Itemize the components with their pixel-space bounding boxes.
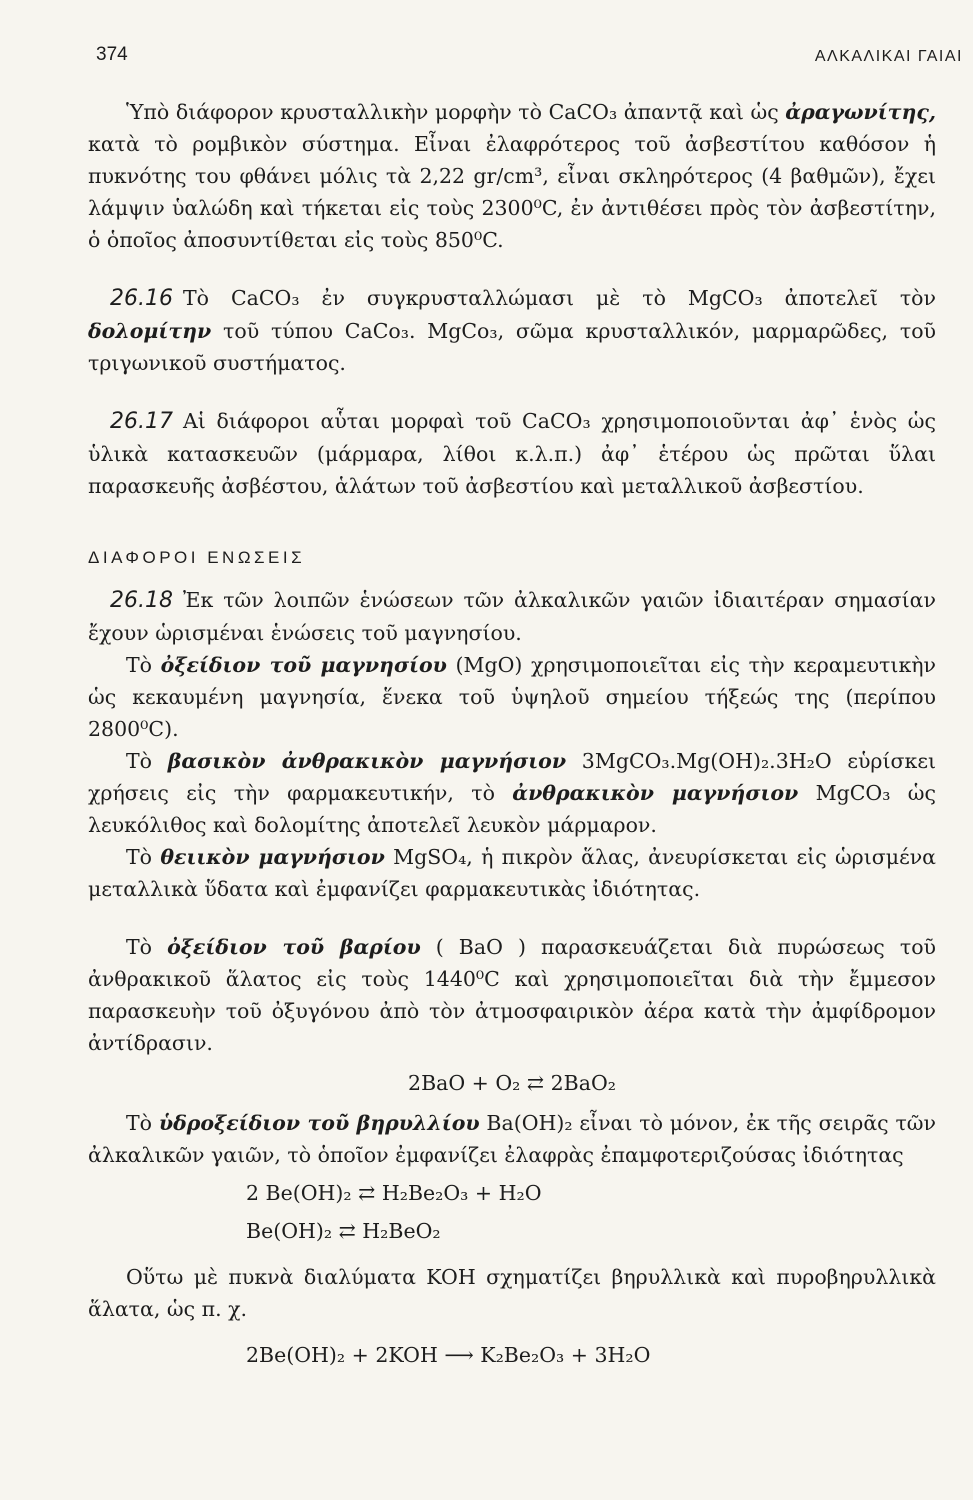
running-head: ΑΛΚΑΛΙΚΑΙ ΓΑΙΑΙ: [814, 48, 963, 65]
text-span: Αἱ διάφοροι αὗται μορφαὶ τοῦ CaCO₃ χρησιμοποιοῦνται ἀφ᾽ ἑνὸς ὡς ὑλικὰ κατασκευῶν (μάρμαρα, λίθοι κ.λ.π.) ἀφ᾽ ἑτέρου ὡς πρῶται ὕλαι παρασκευῆς ἀσβέστου, ἁλάτων τοῦ ἀσβεστίου καὶ μεταλλικοῦ ἀσβεστίου.: [88, 409, 936, 498]
term-dolomite: δολομίτην: [88, 319, 212, 343]
term-basic-carbonate: βασικὸν ἀνθρακικὸν μαγνήσιον: [167, 749, 567, 773]
section-number: 26.17: [110, 409, 173, 434]
page-number: 374: [96, 44, 128, 65]
text-span: Τὸ: [126, 653, 161, 677]
text-span: Ba(OH)₂ εἶναι τὸ μόνον, ἐκ τῆς σειρᾶς τῶν ἀλκαλικῶν γαιῶν, τὸ ὁποῖον ἐμφανίζει ἐλαφρὰς ἐπαμφοτεριζούσας ἰδιότητας: [88, 1111, 936, 1167]
text-span: Ὑπὸ διάφορον κρυσταλλικὴν μορφὴν τὸ CaCO₃ ἀπαντᾷ καὶ ὡς: [126, 100, 786, 124]
text-span: Τὸ CaCO₃ ἐν συγκρυσταλλώμασι μὲ τὸ MgCO₃ ἀποτελεῖ τὸν: [182, 286, 936, 310]
text-span: τοῦ τύπου CaCo₃. MgCo₃, σῶμα κρυσταλλικόν, μαρμαρῶδες, τοῦ τριγωνικοῦ συστήματος.: [88, 319, 936, 375]
paragraph-aragonite: [88, 96, 936, 256]
section-26-16: [88, 282, 936, 379]
term-magnesium-carbonate: ἀνθρακικὸν μαγνήσιον: [512, 781, 799, 805]
equation-beryllium-2: Be(OH)₂ ⇄ H₂BeO₂: [246, 1219, 441, 1243]
text-span: MgCO₃ ὡς λευκόλιθος καὶ δολομίτης ἀποτελεῖ λευκὸν μάρμαρον.: [88, 781, 936, 837]
section-26-18: [88, 584, 936, 649]
text-span: Τὸ: [126, 845, 161, 869]
equation-barium-peroxide: 2BaO + O₂ ⇄ 2BaO₂: [408, 1071, 616, 1095]
text-span: κατὰ τὸ ρομβικὸν σύστημα. Εἶναι ἐλαφρότερος τοῦ ἀσβεστίτου καθόσον ἡ πυκνότης του φθάνει μόλις τὰ 2,22 gr/cm³, εἶναι σκληρότερος (4 βαθμῶν), ἔχει λάμψιν ὑαλώδη καὶ τήκεται εἰς τοὺς 2300⁰C, ἐν ἀντιθέσει πρὸς τὸν ἀσβεστίτην, ὁ ὁποῖος ἀποσυντίθεται εἰς τοὺς 850⁰C.: [88, 132, 936, 252]
equation-beryllium-1: 2 Be(OH)₂ ⇄ H₂Be₂O₃ + H₂O: [246, 1181, 542, 1205]
paragraph-barium-oxide: [88, 931, 936, 1059]
paragraph-koh: Οὕτω μὲ πυκνὰ διαλύματα KOH σχηματίζει βηρυλλικὰ καὶ πυροβηρυλλικὰ ἅλατα, ὡς π. χ.: [88, 1265, 936, 1321]
text-span: Τὸ: [126, 1111, 159, 1135]
equation-koh: 2Be(OH)₂ + 2KOH ⟶ K₂Be₂O₃ + 3H₂O: [246, 1343, 651, 1367]
text-span: Τὸ: [126, 935, 168, 959]
text-span: Ἐκ τῶν λοιπῶν ἑνώσεων τῶν ἀλκαλικῶν γαιῶν ἰδιαιτέραν σημασίαν ἔχουν ὡρισμέναι ἑνώσεις τοῦ μαγνησίου.: [88, 588, 936, 645]
text-span: Τὸ: [126, 749, 168, 773]
page-header: [0, 44, 973, 74]
section-number: 26.16: [110, 286, 173, 311]
term-barium-oxide: ὀξείδιον τοῦ βαρίου: [167, 935, 421, 959]
text-span: (MgO) χρησιμοποιεῖται εἰς τὴν κεραμευτικὴν ὡς κεκαυμένη μαγνησία, ἕνεκα τοῦ ὑψηλοῦ σημείου τήξεώς της (περίπου 2800⁰C).: [88, 653, 936, 741]
term-beryllium-hydroxide: ὑδροξείδιον τοῦ βηρυλλίου: [158, 1111, 480, 1135]
section-heading: ΔΙΑΦΟΡΟΙ ΕΝΩΣΕΙΣ: [88, 548, 306, 567]
paragraph-magnesium-sulfate: [88, 841, 936, 905]
text-span: MgSO₄, ἡ πικρὸν ἅλας, ἀνευρίσκεται εἰς ὡρισμένα μεταλλικὰ ὕδατα καὶ ἐμφανίζει φαρμακευτικὰς ἰδιότητας.: [88, 845, 937, 901]
paragraph-basic-carbonate: [88, 745, 936, 841]
section-26-17: [88, 405, 936, 502]
page-body: [88, 96, 936, 1371]
text-span: 3MgCO₃.Mg(OH)₂.3H₂O εὑρίσκει χρήσεις εἰς τὴν φαρμακευτικήν, τὸ: [88, 749, 936, 805]
paragraph-beryllium-hydroxide: [88, 1107, 936, 1171]
term-magnesium-oxide: ὀξείδιον τοῦ μαγνησίου: [160, 653, 447, 677]
term-aragonite: ἀραγωνίτης,: [785, 100, 936, 124]
term-magnesium-sulfate: θειικὸν μαγνήσιον: [160, 845, 385, 869]
paragraph-magnesium-oxide: [88, 649, 936, 745]
text-span: ( BaO ) παρασκευάζεται διὰ πυρώσεως τοῦ ἀνθρακικοῦ ἅλατος εἰς τοὺς 1440⁰C καὶ χρησιμοποιεῖται διὰ τὴν ἔμμεσον παρασκευὴν τοῦ ὀξυγόνου ἀπὸ τὸν ἀτμοσφαιρικὸν ἀέρα κατὰ τὴν ἀμφίδρομον ἀντίδρασιν.: [88, 935, 936, 1055]
section-number: 26.18: [110, 588, 173, 613]
